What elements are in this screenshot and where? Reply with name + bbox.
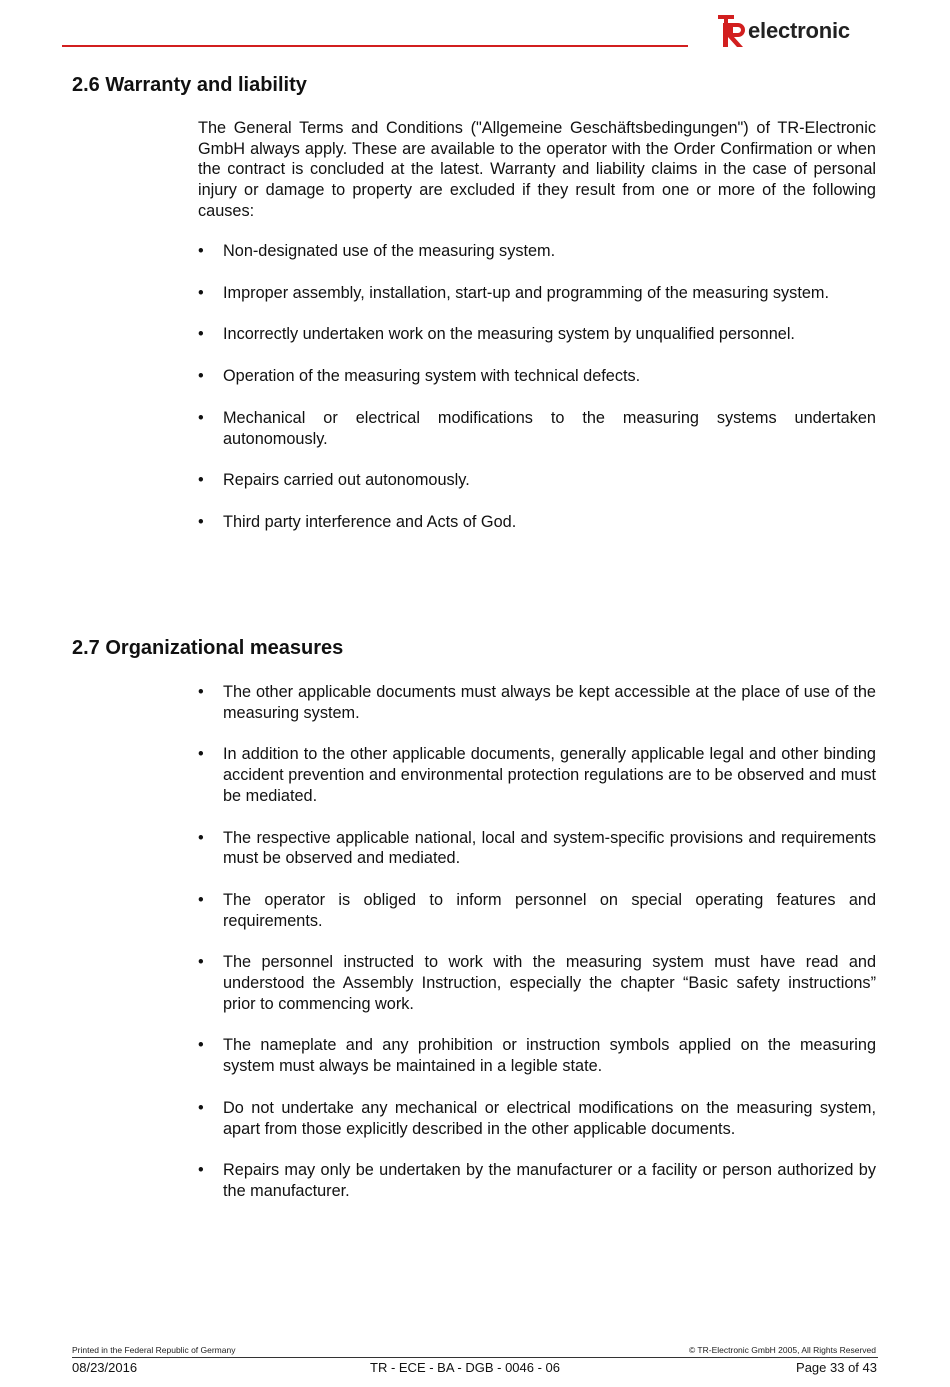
bullet-icon: • [198,471,204,490]
list-item-text: The nameplate and any prohibition or instruction symbols applied on the measuring system must always be maintained in a legible state. [223,1036,876,1076]
list-item-text: The respective applicable national, local and system-specific provisions and requirements must be observed and mediated. [223,828,876,868]
list-item [198,324,876,345]
section-title-warranty: 2.6 Warranty and liability [72,74,307,96]
list-item [198,512,876,533]
bullet-icon: • [198,1036,204,1055]
bullet-icon: • [198,1161,204,1180]
list-item-text: Third party interference and Acts of God. [223,512,517,531]
list-item [198,890,876,931]
list-item [198,828,876,869]
list-item-text: Repairs carried out autonomously. [223,471,470,490]
list-item-text: Non-designated use of the measuring system. [223,242,556,260]
list-item [198,744,876,806]
bullet-icon: • [198,408,204,427]
list-item-text: The personnel instructed to work with the measuring system must have read and understood the Assembly Instruction, especially the chapter “Basic safety instructions” prior to commencing work. [223,953,876,1013]
footer-printed-note: Printed in the Federal Republic of Germany [72,1345,236,1355]
tr-electronic-logo [716,12,876,48]
list-item [198,952,876,1014]
bullet-icon: • [198,745,204,764]
header-rule [62,45,688,47]
list-item-text: The other applicable documents must always be kept accessible at the place of use of the measuring system. [223,683,876,722]
list-item-text: In addition to the other applicable documents, generally applicable legal and other binding accident prevention and environmental protection regulations are to be observed and must be mediated. [223,745,876,805]
bullet-icon: • [198,953,204,972]
organizational-measures-list [198,682,876,1223]
list-item [198,283,876,304]
list-item [198,241,876,262]
logo-text: electronic [748,18,850,43]
list-item [198,1160,876,1201]
list-item [198,682,876,723]
bullet-icon: • [198,325,204,344]
footer-copyright: © TR-Electronic GmbH 2005, All Rights Reserved [688,1345,876,1355]
list-item-text: The operator is obliged to inform personnel on special operating features and requirements. [223,890,876,930]
footer-date: 08/23/2016 [72,1360,138,1375]
bullet-icon: • [198,242,204,260]
list-item-text: Mechanical or electrical modifications to the measuring systems undertaken autonomously. [223,408,876,448]
list-item [198,1098,876,1139]
list-item-text: Incorrectly undertaken work on the measuring system by unqualified personnel. [223,325,795,344]
list-item [198,408,876,449]
bullet-icon: • [198,512,204,531]
warranty-exclusions-list [198,241,876,554]
list-item-text: Repairs may only be undertaken by the manufacturer or a facility or person authorized by the manufacturer. [223,1161,876,1200]
list-item [198,1035,876,1076]
list-item-text: Improper assembly, installation, start-up and programming of the measuring system. [223,283,829,302]
bullet-icon: • [198,683,204,701]
footer-rule [72,1357,878,1358]
list-item [198,470,876,491]
warranty-intro-paragraph: The General Terms and Conditions ("Allgemeine Geschäftsbedingungen") of TR-Electronic GmbH always apply. These are available to the operator with the Order Confirmation or when the contract is concluded at the latest. Warranty and liability claims in the case of personal injury or damage to property are excluded if they result from one or more of the following causes: [198,119,876,220]
list-item [198,366,876,387]
footer-document-number: TR - ECE - BA - DGB - 0046 - 06 [370,1360,560,1375]
bullet-icon: • [198,828,204,847]
bullet-icon: • [198,890,204,909]
tr-logo-mark-icon [716,12,748,48]
bullet-icon: • [198,1098,204,1117]
bullet-icon: • [198,283,204,302]
list-item-text: Operation of the measuring system with technical defects. [223,367,641,386]
list-item-text: Do not undertake any mechanical or electrical modifications on the measuring system, apart from those explicitly described in the other applicable documents. [223,1098,876,1138]
section-title-organizational: 2.7 Organizational measures [72,637,344,659]
footer-page-number: Page 33 of 43 [796,1360,877,1375]
bullet-icon: • [198,367,204,386]
